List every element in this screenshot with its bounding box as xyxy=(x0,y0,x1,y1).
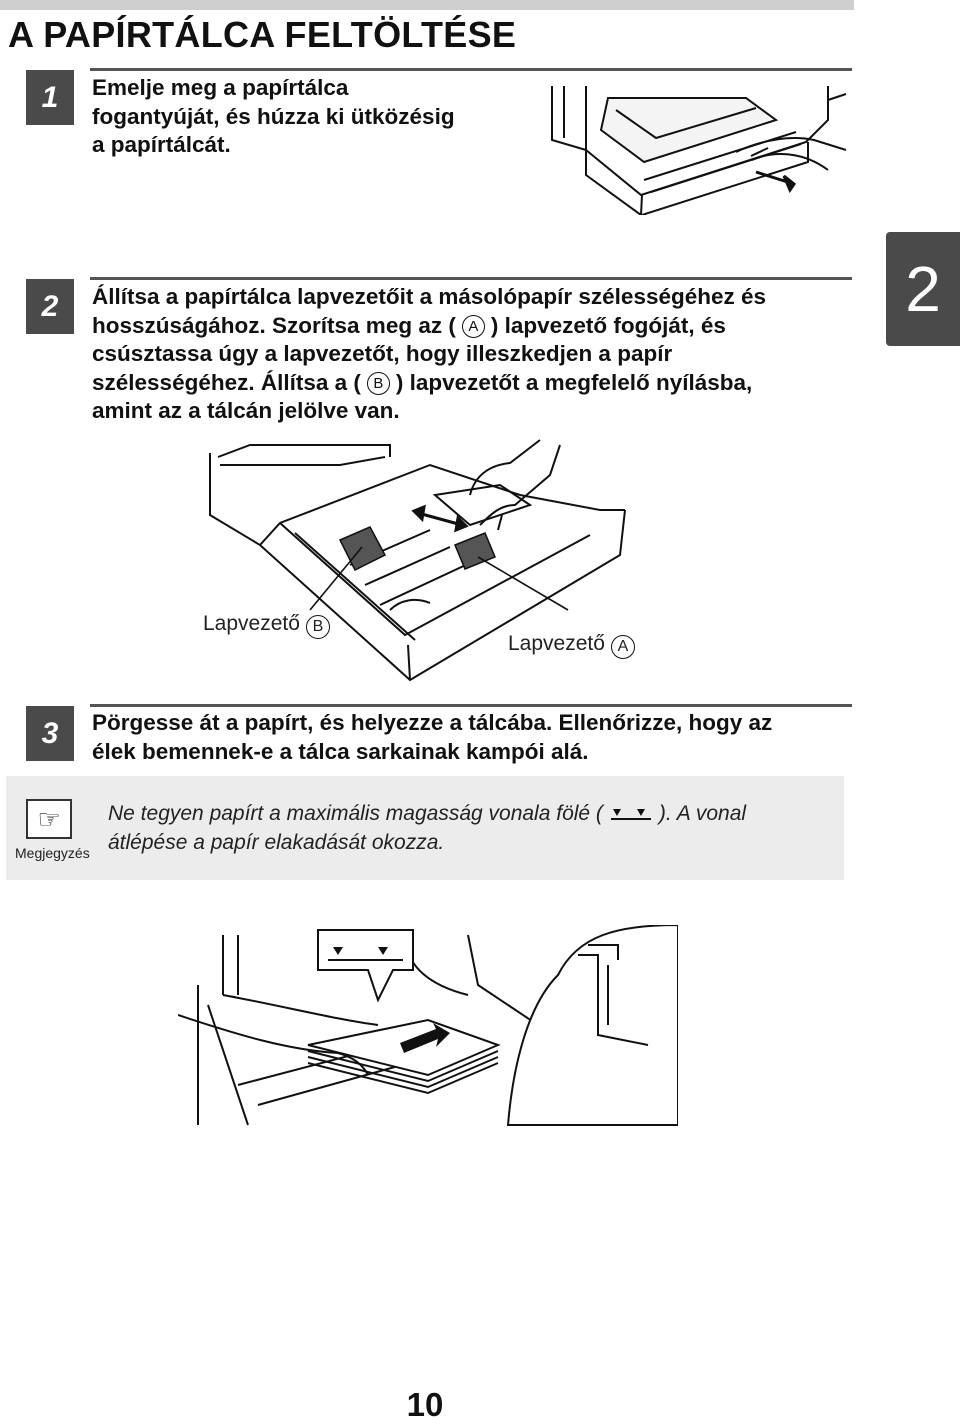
guide-a-marker: A xyxy=(611,635,635,659)
max-height-line-icon xyxy=(609,805,653,823)
step-1-line: fogantyúját, és húzza ki ütközésig xyxy=(92,103,455,129)
marker-a: A xyxy=(462,315,485,338)
step-3-line: élek bemennek-e a tálca sarkainak kampói alá. xyxy=(92,738,589,764)
guide-b-marker: B xyxy=(306,615,330,639)
page-number: 10 xyxy=(406,1386,444,1423)
copier-tray-illustration xyxy=(546,80,856,215)
step-1-rule xyxy=(90,68,852,71)
step-2-line: szélességéhez. Állítsa a ( B ) lapvezetőt a megfelelő nyílásba, xyxy=(92,369,753,395)
pointing-hand-icon: ☞ xyxy=(26,799,72,839)
marker-b: B xyxy=(367,372,390,395)
step-2-line: hosszúságához. Szorítsa meg az ( A ) lapvezető fogóját, és xyxy=(92,312,726,338)
step-1-number: 1 xyxy=(26,70,74,125)
step-2-line: csúsztassa úgy a lapvezetőt, hogy illeszkedjen a papír xyxy=(92,341,673,366)
step-3-text xyxy=(92,709,772,766)
step-2-text xyxy=(92,283,766,426)
guide-b-label: Lapvezető B xyxy=(203,612,330,639)
top-bar xyxy=(0,0,854,10)
step-1-text xyxy=(92,74,455,160)
step-2-number: 2 xyxy=(26,279,74,334)
step-2-line: Állítsa a papírtálca lapvezetőit a másolópapír szélességéhez és xyxy=(92,284,767,309)
note-text xyxy=(108,799,746,857)
step-1-line: a papírtálcát. xyxy=(92,132,231,157)
note-line: átlépése a papír elakadását okozza. xyxy=(108,831,445,854)
step-2-rule xyxy=(90,277,852,280)
step-3-rule xyxy=(90,704,852,707)
note-label: Megjegyzés xyxy=(15,845,90,861)
step-2-line: amint az a tálcán jelölve van. xyxy=(92,398,400,423)
page-title: A PAPÍRTÁLCA FELTÖLTÉSE xyxy=(8,14,517,55)
note-line: Ne tegyen papírt a maximális magasság vonala fölé ( ). A vonal xyxy=(108,802,747,825)
paper-loading-illustration xyxy=(178,925,678,1135)
step-3-number: 3 xyxy=(26,706,74,761)
chapter-tab: 2 xyxy=(886,232,960,346)
guide-a-label: Lapvezető A xyxy=(508,632,635,659)
step-3-line: Pörgesse át a papírt, és helyezze a tálcába. Ellenőrizze, hogy az xyxy=(92,710,773,735)
step-1-line: Emelje meg a papírtálca xyxy=(92,75,349,100)
